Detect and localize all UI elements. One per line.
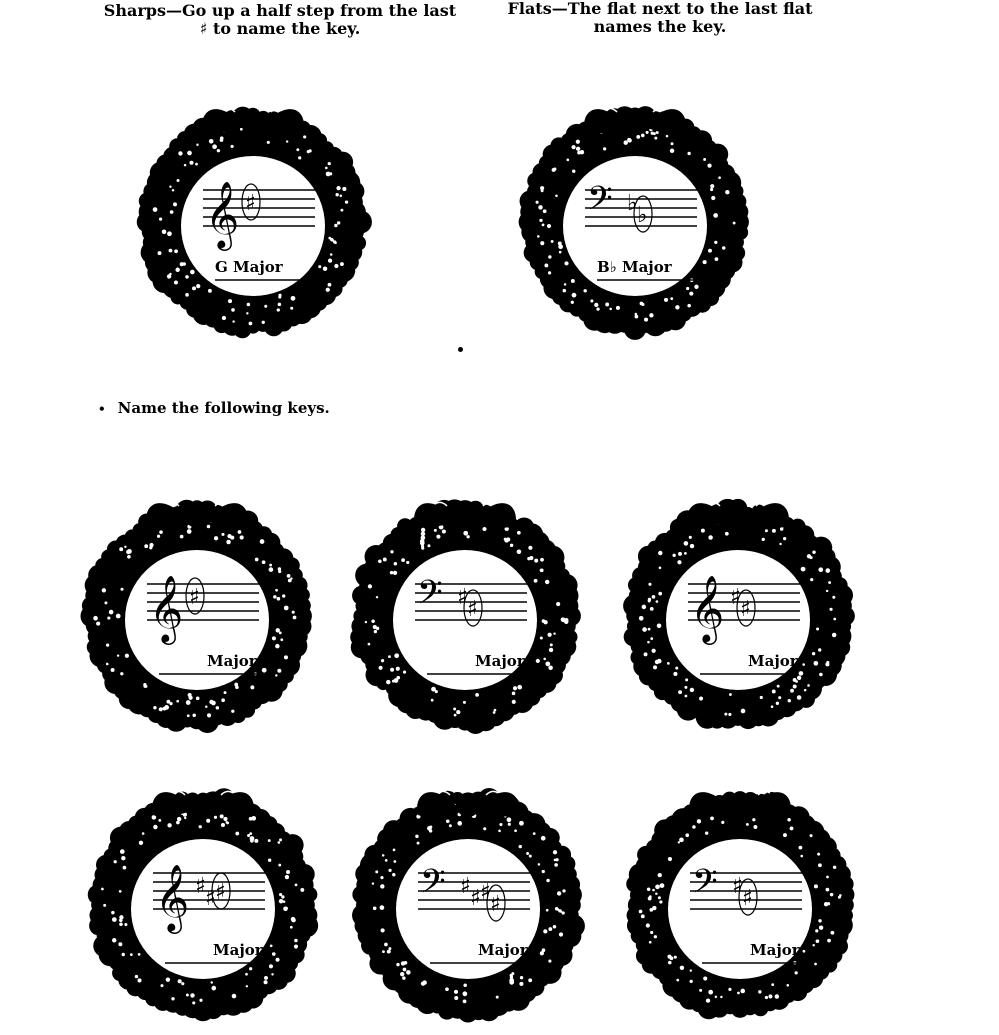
wreath-graphic bbox=[343, 735, 593, 1035]
exercise-wreath-3 bbox=[613, 446, 863, 746]
exercise-wreath-1 bbox=[72, 446, 322, 746]
sharp-sign-icon: ♯ bbox=[215, 880, 226, 905]
bass-clef-icon: 𝄢 bbox=[692, 863, 718, 909]
exercise-wreath-4 bbox=[78, 735, 328, 1035]
wreath-graphic bbox=[510, 52, 760, 352]
sharp-sign-icon: ♯ bbox=[457, 585, 468, 610]
instruction-label: Name the following keys. bbox=[117, 399, 330, 417]
exercise-wreath-6 bbox=[615, 735, 865, 1035]
sharp-sign-icon: ♯ bbox=[470, 886, 481, 911]
bass-clef-icon: 𝄢 bbox=[587, 180, 613, 226]
example-wreath-flats bbox=[510, 52, 760, 352]
wreath-graphic bbox=[615, 735, 865, 1035]
key-blank-label: Major bbox=[478, 941, 528, 959]
example-wreath-sharps bbox=[128, 52, 378, 352]
sharp-sign-icon: ♯ bbox=[480, 880, 491, 905]
sharp-sign-icon: ♯ bbox=[245, 191, 256, 216]
sharp-sign-icon: ♯ bbox=[490, 892, 501, 917]
flat-sign-icon: ♭ bbox=[627, 191, 638, 216]
sharp-sign-icon: ♯ bbox=[732, 874, 743, 899]
key-blank-label: Major bbox=[750, 941, 800, 959]
wreath-graphic bbox=[340, 446, 590, 746]
sharp-sign-icon: ♯ bbox=[730, 585, 741, 610]
key-blank-label: Major bbox=[213, 941, 263, 959]
sharp-sign-icon: ♯ bbox=[195, 874, 206, 899]
instruction-text bbox=[98, 399, 330, 417]
flats-rule-heading: Flats—The flat next to the last flat names the key. bbox=[507, 0, 813, 36]
bullet: • bbox=[98, 402, 106, 416]
flat-sign-icon: ♭ bbox=[637, 203, 648, 228]
sharp-sign-icon: ♯ bbox=[467, 597, 478, 622]
treble-clef-icon: 𝄞 bbox=[690, 574, 725, 642]
wreath-graphic bbox=[72, 446, 322, 746]
wreath-graphic bbox=[128, 52, 378, 352]
sharp-sign-icon: ♯ bbox=[740, 597, 751, 622]
sharps-rule-heading: Sharps—Go up a half step from the last ♯ to name the key. bbox=[103, 1, 457, 38]
treble-clef-icon: 𝄞 bbox=[149, 574, 184, 642]
key-answer-label: G Major bbox=[215, 258, 283, 276]
key-blank-label: Major bbox=[207, 652, 257, 670]
sharp-sign-icon: ♯ bbox=[189, 585, 200, 610]
treble-clef-icon: 𝄞 bbox=[205, 180, 240, 248]
exercise-wreath-2 bbox=[340, 446, 590, 746]
bass-clef-icon: 𝄢 bbox=[420, 863, 446, 909]
key-blank-label: Major bbox=[748, 652, 798, 670]
bass-clef-icon: 𝄢 bbox=[417, 574, 443, 620]
sharp-sign-icon: ♯ bbox=[742, 886, 753, 911]
wreath-graphic bbox=[78, 735, 328, 1035]
sharp-sign-icon: ♯ bbox=[205, 886, 216, 911]
key-answer-label: B♭ Major bbox=[597, 258, 672, 276]
stray-mark bbox=[458, 347, 463, 352]
treble-clef-icon: 𝄞 bbox=[155, 863, 190, 931]
key-blank-label: Major bbox=[475, 652, 525, 670]
wreath-graphic bbox=[613, 446, 863, 746]
exercise-wreath-5 bbox=[343, 735, 593, 1035]
sharp-sign-icon: ♯ bbox=[460, 874, 471, 899]
